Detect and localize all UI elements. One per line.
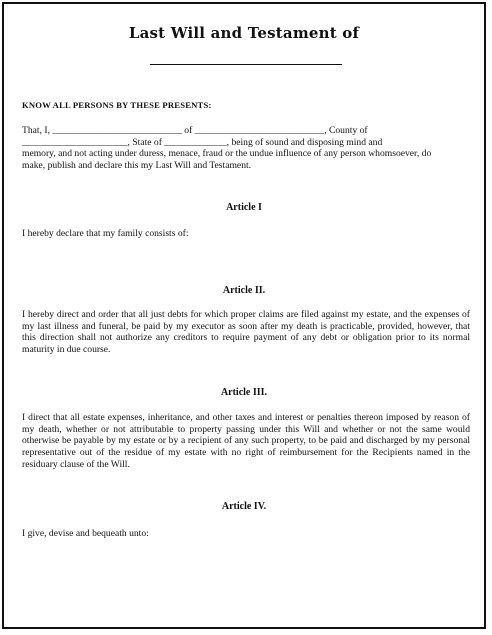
intro-paragraph	[22, 125, 470, 172]
document-page	[2, 2, 486, 629]
intro-line: memory, and not acting under duress, menace, fraud or the undue influence of any person whomsoever, do	[22, 148, 432, 160]
preamble-heading: KNOW ALL PERSONS BY THESE PRESENTS:	[22, 100, 212, 110]
intro-line: That, I, ___________________________ of ___________________________, County of	[22, 125, 368, 136]
article-1-heading: Article I	[226, 202, 262, 213]
article-1-text: I hereby declare that my family consists of:	[22, 228, 189, 239]
article-4-heading: Article IV.	[221, 501, 267, 512]
article-2-text: I hereby direct and order that all just debts for which proper claims are filed against my estate, and the expenses of my last illness and funeral, be paid by my executor as soon after my death is practicable, provided, however, that this direction shall not authorize any creditors to require payment of any debt or obligation prior to its normal maturity in due course.	[22, 309, 470, 356]
article-4-text: I give, devise and bequeath unto:	[22, 528, 149, 539]
intro-line: make, publish and declare this my Last Will and Testament.	[22, 160, 252, 172]
intro-line: ______________________, State of _____________, being of sound and disposing mind and	[22, 136, 383, 148]
article-3-heading: Article III.	[220, 387, 268, 398]
article-3-text: I direct that all estate expenses, inheritance, and other taxes and interest or penalties thereon imposed by reason of my death, whether or not attributable to property passing under this Will and whether or not the same would otherwise be payable by my estate or by a recipient of any such property, to be paid and discharged by my personal representative out of the residue of my estate with no right of reimbursement for the Recipients named in the residuary clause of the Will.	[22, 412, 470, 470]
document-title: Last Will and Testament of	[128, 24, 360, 42]
article-2-heading: Article II.	[222, 285, 266, 296]
testator-name-line	[150, 64, 342, 65]
